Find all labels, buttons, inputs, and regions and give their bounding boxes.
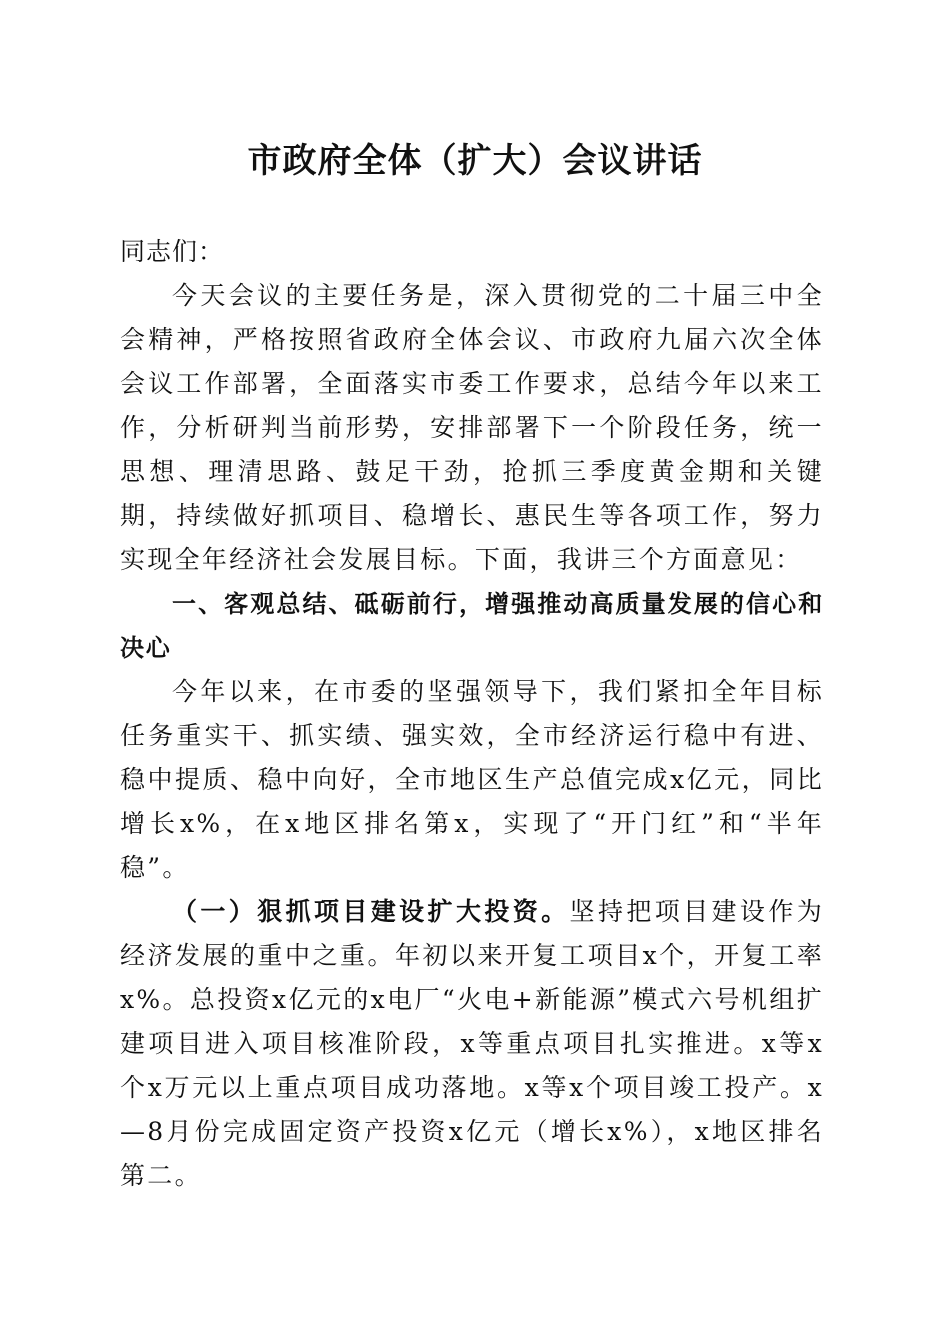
- subsection-1-body: 坚持把项目建设作为经济发展的重中之重。年初以来开复工项目x个，开复工率x%。总投资x亿元的x电厂“火电+新能源”模式六号机组扩建项目进入项目核准阶段，x等重点项目扎实推进。x等x个x万元以上重点项目成功落地。x等x个项目竣工投产。x—8月份完成固定资产投资x亿元（增长x%），x地区排名第二。: [120, 897, 825, 1190]
- section-1-paragraph: 今年以来，在市委的坚强领导下，我们紧扣全年目标任务重实干、抓实绩、强实效，全市经济运行稳中有进、稳中提质、稳中向好，全市地区生产总值完成x亿元，同比增长x%，在x地区排名第x，实现了“开门红”和“半年稳”。: [120, 677, 824, 882]
- subsection-1-heading: （一）狠抓项目建设扩大投资。: [172, 897, 570, 926]
- intro-paragraph: 今天会议的主要任务是，深入贯彻党的二十届三中全会精神，严格按照省政府全体会议、市政府九届六次全体会议工作部署，全面落实市委工作要求，总结今年以来工作，分析研判当前形势，安排部署下一个阶段任务，统一思想、理清思路、鼓足干劲，抢抓三季度黄金期和关键期，持续做好抓项目、稳增长、惠民生等各项工作，努力实现全年经济社会发展目标。下面，我讲三个方面意见：: [120, 281, 824, 574]
- salutation: 同志们：: [120, 237, 225, 266]
- subsection-1-paragraph: [120, 890, 824, 1198]
- section-1-heading: 一、客观总结、砥砺前行，增强推动高质量发展的信心和决心: [120, 590, 824, 662]
- document-body: [120, 230, 824, 1198]
- document-title: 市政府全体（扩大）会议讲话: [247, 141, 703, 181]
